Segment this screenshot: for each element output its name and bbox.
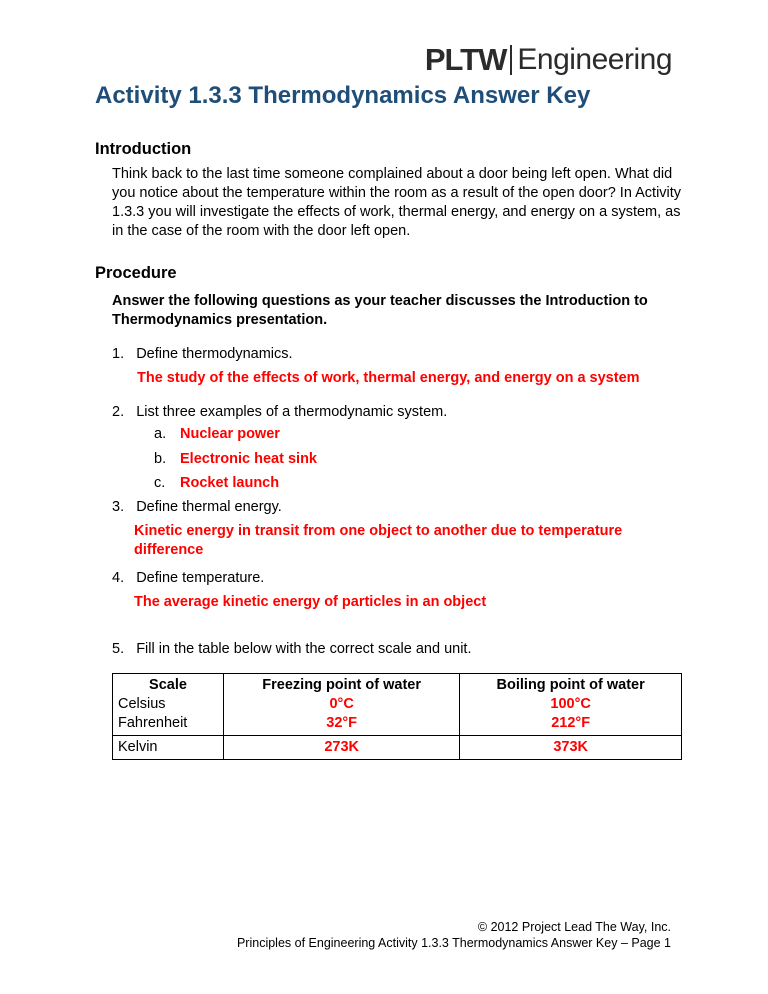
table-cell: [113, 674, 224, 736]
item-value: Nuclear power: [180, 426, 280, 442]
procedure-heading: Procedure: [95, 264, 177, 282]
freezing-fahrenheit: 32°F: [326, 715, 358, 731]
column-header-freezing: Freezing point of water: [262, 677, 421, 693]
question-number: 5.: [112, 641, 125, 657]
document-title: Activity 1.3.3 Thermodynamics Answer Key: [95, 82, 591, 109]
question-number: 3.: [112, 499, 125, 515]
question-text: Define thermodynamics.: [136, 346, 293, 362]
logo-department: Engineering: [517, 43, 672, 76]
table-cell: [460, 674, 682, 736]
footer-copyright: © 2012 Project Lead The Way, Inc.: [477, 920, 671, 934]
freezing-celsius: 0°C: [329, 696, 354, 712]
logo-divider: [510, 45, 512, 75]
column-header-scale: Scale: [149, 677, 187, 693]
procedure-instruction: Answer the following questions as your teacher discusses the Introduction to Thermodynamics presentation.: [112, 293, 648, 328]
answer-2c: [154, 475, 279, 491]
question-text: List three examples of a thermodynamic system.: [136, 404, 448, 420]
question-number: 4.: [112, 570, 125, 586]
question-number: 2.: [112, 404, 125, 420]
page-footer: [237, 919, 671, 951]
item-value: Electronic heat sink: [180, 451, 317, 467]
question-2: [112, 404, 447, 420]
answer-4: The average kinetic energy of particles in an object: [134, 594, 487, 610]
item-letter: a.: [154, 426, 167, 442]
answer-2b: [154, 451, 317, 467]
question-3: [112, 499, 282, 515]
question-text: Define temperature.: [136, 570, 265, 586]
pltw-engineering-logo: [425, 42, 672, 78]
boiling-fahrenheit: 212°F: [551, 715, 591, 731]
table-row: [113, 736, 682, 760]
question-1: [112, 346, 293, 362]
answer-2a: [154, 426, 280, 442]
answer-3: Kinetic energy in transit from one object to another due to temperature difference: [134, 523, 623, 558]
question-text: Fill in the table below with the correct scale and unit.: [136, 641, 472, 657]
question-number: 1.: [112, 346, 125, 362]
boiling-celsius: 100°C: [550, 696, 591, 712]
logo-brand: PLTW: [424, 42, 507, 77]
item-value: Rocket launch: [180, 475, 280, 491]
freezing-kelvin: 273K: [224, 736, 460, 760]
answer-1: The study of the effects of work, thermal energy, and energy on a system: [137, 370, 640, 386]
scale-celsius: Celsius: [118, 696, 166, 712]
column-header-boiling: Boiling point of water: [496, 677, 645, 693]
introduction-text: Think back to the last time someone complained about a door being left open. What did you notice about the temperature within the room as a result of the open door? In Activity 1.3.3 you will investigate the effects of work, thermal energy, and energy on a system, as in the case of the room with the door left open.: [112, 166, 682, 239]
scale-fahrenheit: Fahrenheit: [118, 715, 188, 731]
item-letter: c.: [154, 475, 166, 491]
introduction-heading: Introduction: [95, 140, 192, 158]
scale-kelvin: Kelvin: [113, 736, 224, 760]
question-4: [112, 570, 264, 586]
footer-page-info: Principles of Engineering Activity 1.3.3 Thermodynamics Answer Key – Page 1: [236, 936, 671, 950]
boiling-kelvin: 373K: [460, 736, 682, 760]
item-letter: b.: [154, 451, 167, 467]
question-5: [112, 641, 471, 657]
table-cell: [224, 674, 460, 736]
table-row: [113, 674, 682, 736]
temperature-scale-table: [112, 673, 682, 760]
question-text: Define thermal energy.: [136, 499, 282, 515]
